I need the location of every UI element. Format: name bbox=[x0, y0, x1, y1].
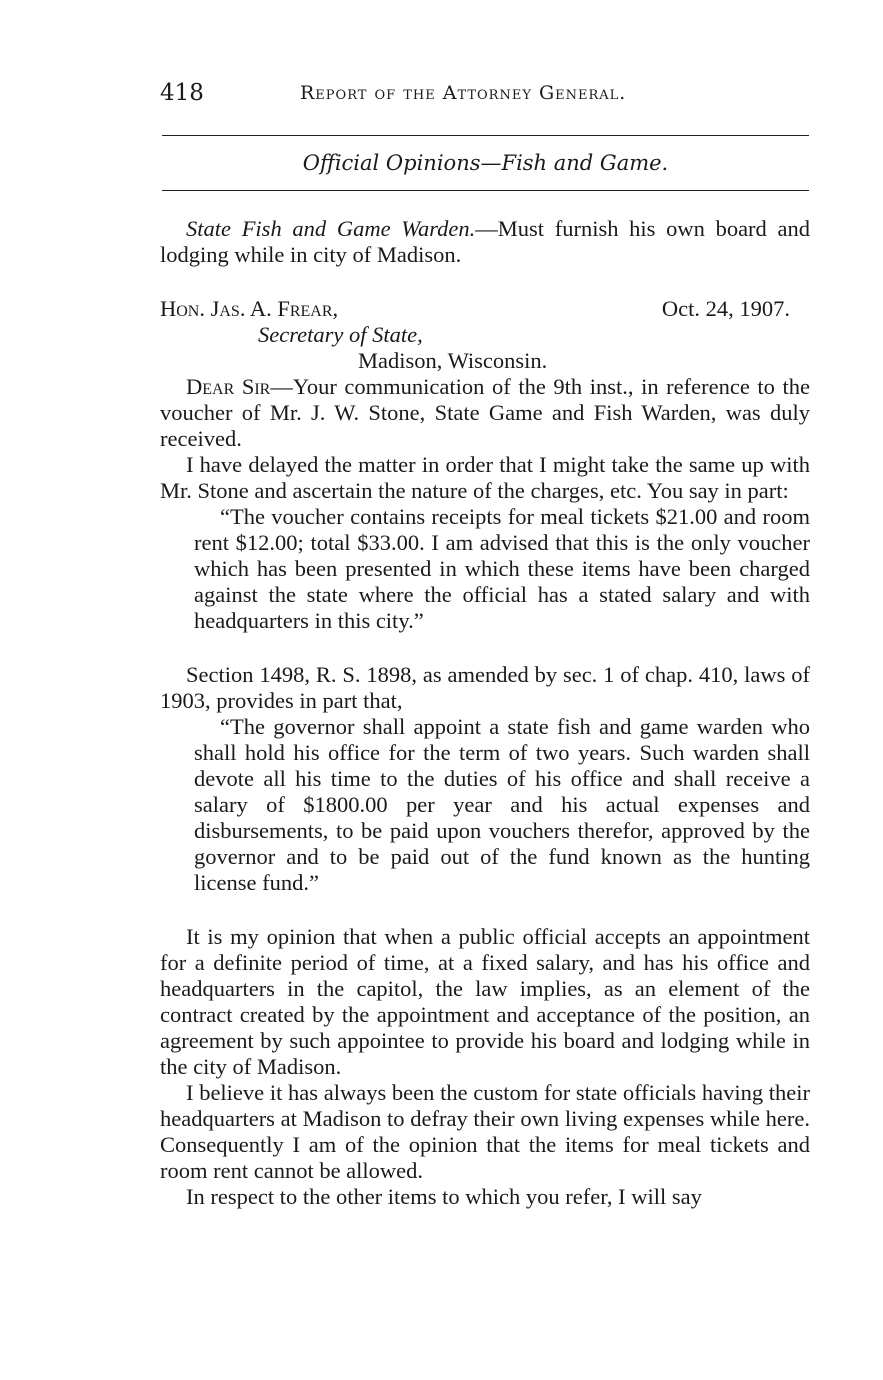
headnote-text: —Must furnish his own board and lodging while in city of Madison. bbox=[160, 216, 810, 267]
opening-text: —Your communication of the 9th inst., in reference to the voucher of Mr. J. W. Stone, State Game and Fish Warden, was duly received. bbox=[160, 374, 810, 451]
section-heading: Official Opinions—Fish and Game. bbox=[302, 151, 669, 175]
letter-date: Oct. 24, 1907. bbox=[661, 296, 790, 321]
address-block bbox=[160, 296, 810, 374]
headnote-subject: State Fish and Game Warden. bbox=[186, 216, 476, 241]
addressee-place: Madison, Wisconsin. bbox=[358, 348, 548, 373]
quote-text: “The governor shall appoint a state fish and game warden who shall hold his office for the term of two years. Such warden shall devote all his time to the duties of his office and shall receive a salary of $1800.00 per year and his actual expenses and disbursements, to be paid upon vouchers therefor, approved by the governor and to be paid out of the fund known as the hunting license fund.” bbox=[194, 714, 810, 895]
addressee-title: Secretary of State, bbox=[258, 322, 423, 347]
paragraph: It is my opinion that when a public official accepts an appointment for a definite period of time, at a fixed salary, and has his office and headquarters in the capitol, the law implies, as an element of the contract created by the appointment and acceptance of the position, an agreement by such appointee to provide his board and lodging while in the city of Madison. bbox=[160, 924, 810, 1079]
salutation: Dear Sir bbox=[186, 374, 271, 399]
block-quote bbox=[194, 504, 810, 634]
page-number: 418 bbox=[160, 80, 204, 106]
running-head: Report of the Attorney General. bbox=[300, 82, 627, 104]
paragraph: Section 1498, R. S. 1898, as amended by sec. 1 of chap. 410, laws of 1903, provides in part that, bbox=[160, 662, 810, 713]
block-quote bbox=[194, 714, 810, 896]
paragraph: I have delayed the matter in order that I might take the same up with Mr. Stone and ascertain the nature of the charges, etc. You say in part: bbox=[160, 452, 810, 503]
header-rule-top bbox=[162, 135, 809, 136]
headnote bbox=[160, 216, 810, 268]
quote-text: “The voucher contains receipts for meal tickets $21.00 and room rent $12.00; total $33.00. I am advised that this is the only voucher which has been presented in which these items have been charged against the state where the official has a stated salary and with headquarters in this city.” bbox=[194, 504, 810, 633]
header-rule-bottom bbox=[162, 190, 809, 191]
paragraph: In respect to the other items to which you refer, I will say bbox=[186, 1184, 702, 1209]
letter-opening bbox=[160, 374, 810, 452]
page-body bbox=[160, 216, 810, 1210]
addressee: Hon. Jas. A. Frear, bbox=[160, 296, 339, 321]
paragraph: I believe it has always been the custom for state officials having their headquarters at Madison to defray their own living expenses while here. Consequently I am of the opinion that the items for meal tickets and room rent cannot be allowed. bbox=[160, 1080, 810, 1183]
